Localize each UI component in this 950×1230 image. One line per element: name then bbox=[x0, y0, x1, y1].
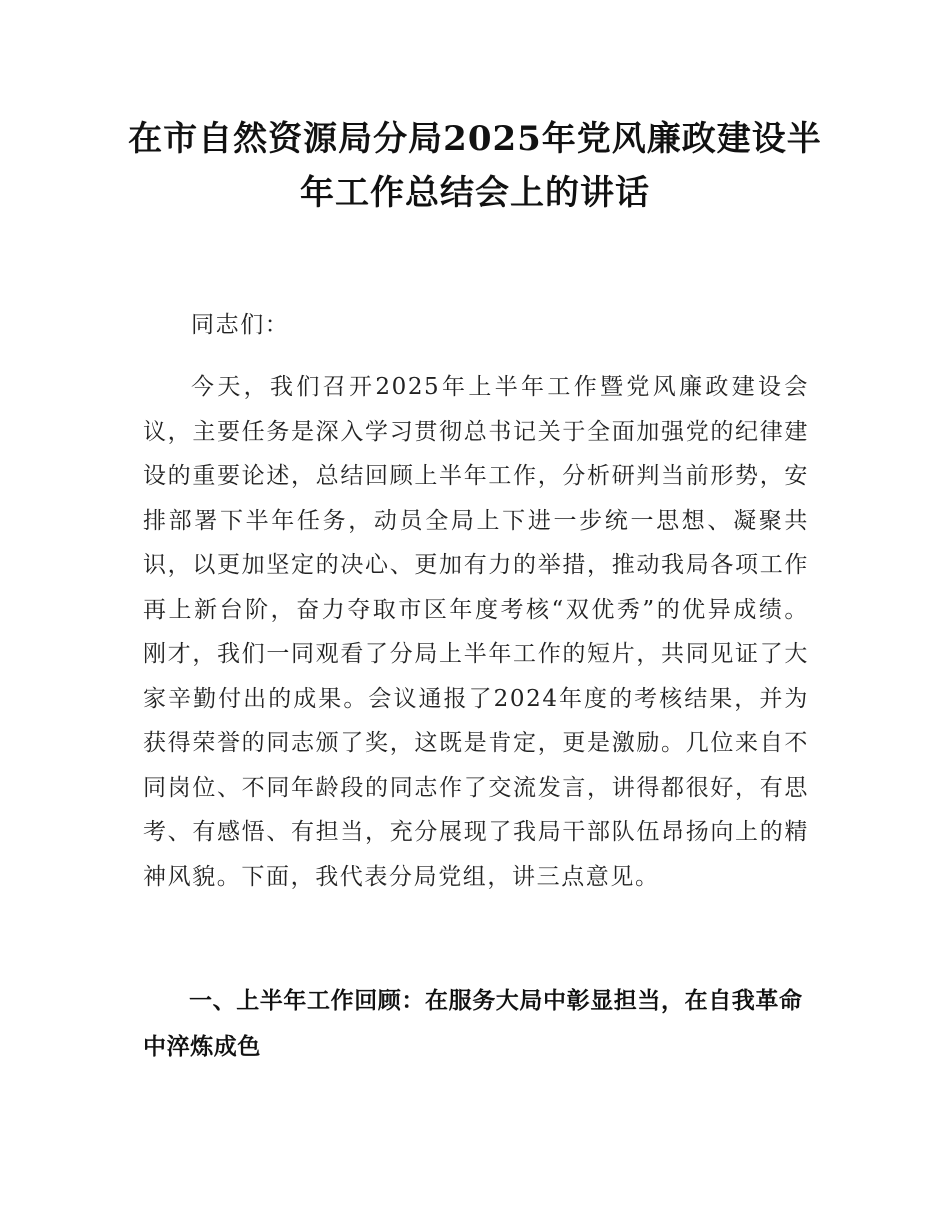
body-paragraph: 今天，我们召开2025年上半年工作暨党风廉政建设会议，主要任务是深入学习贯彻总书记关于全面加强党的纪律建设的重要论述，总结回顾上半年工作，分析研判当前形势，安排部署下半年任务，动员全局上下进一步统一思想、凝聚共识，以更加坚定的决心、更加有力的举措，推动我局各项工作再上新台阶，奋力夺取市区年度考核“双优秀”的优异成绩。刚才，我们一同观看了分局上半年工作的短片，共同见证了大家辛勤付出的成果。会议通报了2024年度的考核结果，并为获得荣誉的同志颁了奖，这既是肯定，更是激励。几位来自不同岗位、不同年龄段的同志作了交流发言，讲得都很好，有思考、有感悟、有担当，充分展现了我局干部队伍昂扬向上的精神风貌。下面，我代表分局党组，讲三点意见。 bbox=[143, 374, 809, 890]
section-heading-1: 一、上半年工作回顾：在服务大局中彰显担当，在自我革命中淬炼成色 bbox=[143, 988, 803, 1060]
title-line-1: 在市自然资源局分局2025年党风廉政建设半 bbox=[128, 119, 822, 159]
title-line-2: 年工作总结会上的讲话 bbox=[300, 173, 650, 213]
salutation: 同志们： bbox=[191, 312, 290, 338]
document-title bbox=[120, 112, 830, 220]
